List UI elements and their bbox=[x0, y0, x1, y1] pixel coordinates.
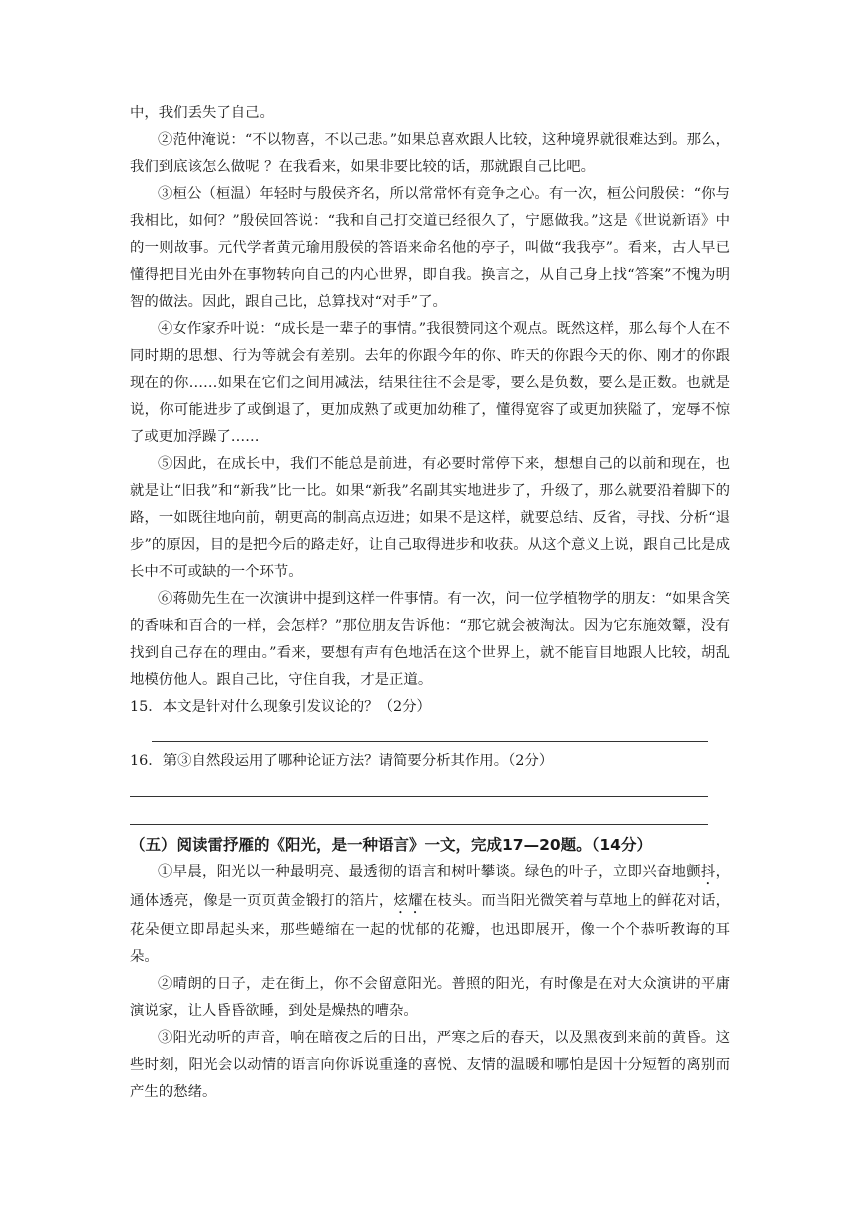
section5-paragraph-1 bbox=[130, 859, 730, 971]
answer-line-16a[interactable] bbox=[130, 775, 730, 797]
section5-paragraph-2: ②晴朗的日子，走在街上，你不会留意阳光。普照的阳光，有时像是在对大众演讲的平庸演说家，让人昏昏欲睡，到处是燥热的嘈杂。 bbox=[130, 976, 730, 1019]
section-5-title: （五）阅读雷抒雁的《阳光，是一种语言》一文，完成17—20题。（14分） bbox=[130, 836, 652, 854]
exam-page bbox=[130, 100, 730, 1106]
paragraph-3: ③桓公（桓温）年轻时与殷侯齐名，所以常常怀有竞争之心。有一次，桓公问殷侯：“你与我相比，如何？”殷侯回答说：“我和自己打交道已经很久了，宁愿做我。”这是《世说新语》中的一则故事。元代学者黄元瑜用殷侯的答语来命名他的亭子，叫做“我我亭”。看来，古人早已懂得把目光由外在事物转向自己的内心世界，即自我。换言之，从自己身上找“答案”不愧为明智的做法。因此，跟自己比，总算找对“对手”了。 bbox=[130, 186, 730, 310]
question-16: 16．第③自然段运用了哪种论证方法？请简要分析其作用。（2分） bbox=[130, 753, 554, 769]
emphasis-word: 抖 bbox=[700, 864, 716, 880]
answer-line-15[interactable] bbox=[130, 721, 730, 742]
paragraph-6: ⑥蒋勋先生在一次演讲中提到这样一件事情。有一次，问一位学植物学的朋友：“如果含笑的香味和百合的一样，会怎样？”那位朋友告诉他：“那它就会被淘汰。因为它东施效颦，没有找到自己存在的理由。”看来，要想有声有色地活在这个世界上，就不能盲目地跟人比较，胡乱地模仿他人。跟自己比，守住自我，才是正道。 bbox=[130, 591, 730, 688]
question-15: 15．本文是针对什么现象引发议论的？（2分） bbox=[130, 699, 431, 715]
paragraph-2: ②范仲淹说：“不以物喜，不以己悲。”如果总喜欢跟人比较，这种境界就很难达到。那么，我们到底该怎么做呢 ？在我看来，如果非要比较的话，那就跟自己比吧。 bbox=[130, 132, 730, 175]
text-run: ①早晨，阳光以一种最明亮、最透彻的语言和树叶攀谈。绿色的叶子，立即兴奋地颤 bbox=[158, 864, 701, 880]
paragraph-continuation: 中，我们丢失了自己。 bbox=[130, 105, 274, 121]
text-run: ，通体透亮，像是一页页黄金锻打的箔片， bbox=[130, 864, 730, 909]
emphasis-word: 炫耀 bbox=[393, 893, 423, 909]
paragraph-4: ④女作家乔叶说：“成长是一辈子的事情。”我很赞同这个观点。既然这样，那么每个人在不同时期的思想、行为等就会有差别。去年的你跟今年的你、昨天的你跟今天的你、刚才的你跟现在的你……如果在它们之间用减法，结果往往不会是零，要么是负数，要么是正数。也就是说，你可能进步了或倒退了，更加成熟了或更加幼稚了，懂得宽容了或更加狭隘了，宠辱不惊了或更加浮躁了…… bbox=[130, 321, 730, 445]
section5-paragraph-3: ③阳光动听的声音，响在暗夜之后的日出，严寒之后的春天，以及黑夜到来前的黄昏。这些时刻，阳光会以动情的语言向你诉说重逢的喜悦、友情的温暖和哪怕是因十分短暂的离别而产生的愁绪。 bbox=[130, 1030, 730, 1100]
paragraph-5: ⑤因此，在成长中，我们不能总是前进，有必要时常停下来，想想自己的以前和现在，也就是让“旧我”和“新我”比一比。如果“新我”名副其实地进步了，升级了，那么就要沿着脚下的路，一如既往地向前，朝更高的制高点迈进；如果不是这样，就要总结、反省，寻找、分析“退步”的原因，目的是把今后的路走好，让自己取得进步和收获。从这个意义上说，跟自己比是成长中不可或缺的一个环节。 bbox=[130, 456, 730, 580]
answer-line-16b[interactable] bbox=[130, 797, 730, 825]
text-run: 在枝头。而当阳光微笑着与草地上的鲜花对话，花朵便立即昂起头来，那些蜷缩在一起的忧郁的花瓣，也迅即展开，像一个个恭听教诲的耳朵。 bbox=[130, 893, 730, 965]
